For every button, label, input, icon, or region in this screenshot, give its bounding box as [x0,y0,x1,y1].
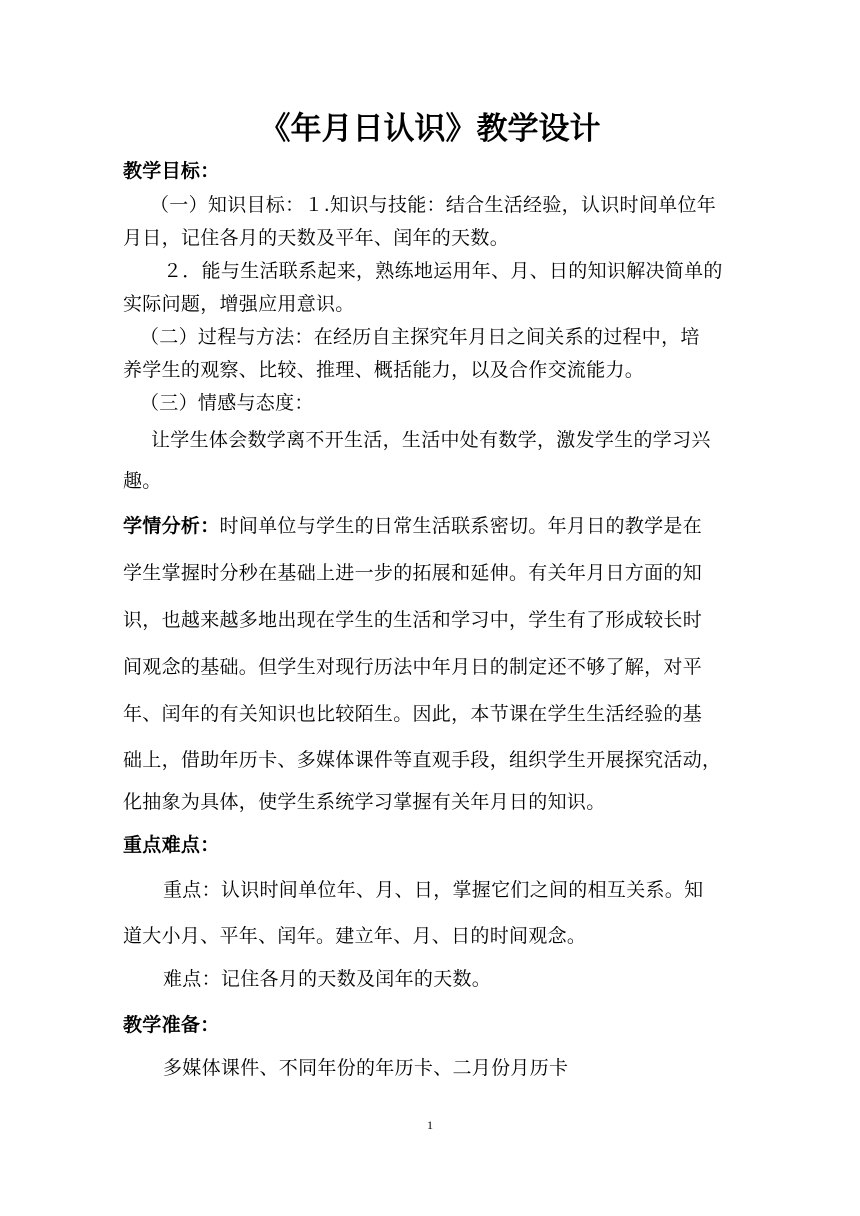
keypoints-heading: 重点难点： [123,834,220,856]
difficulty-line: 难点：记住各月的天数及闰年的天数。 [163,968,492,990]
keypoint-line1: 重点：认识时间单位年、月、日，掌握它们之间的相互关系。知 [163,879,704,901]
analysis-line5: 年、闰年的有关知识也比较陌生。因此，本节课在学生生活经验的基 [123,703,703,725]
process-goal-line1: （二）过程与方法：在经历自主探究年月日之间关系的过程中，培 [140,326,700,348]
knowledge-goal-line2: 月日，记住各月的天数及平年、闰年的天数。 [123,227,510,249]
analysis-label: 学情分析： [123,515,220,537]
page-number: 1 [427,1118,433,1132]
analysis-line6: 础上，借助年历卡、多媒体课件等直观手段，组织学生开展探究活动， [123,749,722,771]
skill-goal-line1: ２．能与生活联系起来，熟练地运用年、月、日的知识解决简单的 [163,260,723,282]
emotion-goal-line1: （三）情感与态度： [140,392,314,414]
emotion-goal-line2: 让学生体会数学离不开生活，生活中处有数学，激发学生的学习兴 [151,429,711,451]
analysis-line1 [123,513,743,539]
skill-goal-line2: 实际问题，增强应用意识。 [123,293,355,315]
process-goal-line2: 养学生的观察、比较、推理、概括能力，以及合作交流能力。 [123,359,645,381]
analysis-line4: 间观念的基础。但学生对现行历法中年月日的制定还不够了解，对平 [123,656,703,678]
preparation-heading: 教学准备： [123,1014,220,1036]
objectives-heading: 教学目标： [123,160,220,182]
analysis-text: 时间单位与学生的日常生活联系密切。年月日的教学是在 [219,515,703,537]
document-title: 《年月日认识》教学设计 [259,111,601,147]
analysis-line7: 化抽象为具体，使学生系统学习掌握有关年月日的知识。 [123,791,606,813]
emotion-goal-line3: 趣。 [123,470,162,492]
knowledge-goal-line1: （一）知识目标：１.知识与技能：结合生活经验，认识时间单位年 [150,194,717,216]
keypoint-line2: 道大小月、平年、闰年。建立年、月、日的时间观念。 [123,925,587,947]
analysis-line3: 识，也越来越多地出现在学生的生活和学习中，学生有了形成较长时 [123,609,703,631]
analysis-line2: 学生掌握时分秒在基础上进一步的拓展和延伸。有关年月日方面的知 [123,562,703,584]
preparation-text: 多媒体课件、不同年份的年历卡、二月份月历卡 [163,1057,569,1079]
